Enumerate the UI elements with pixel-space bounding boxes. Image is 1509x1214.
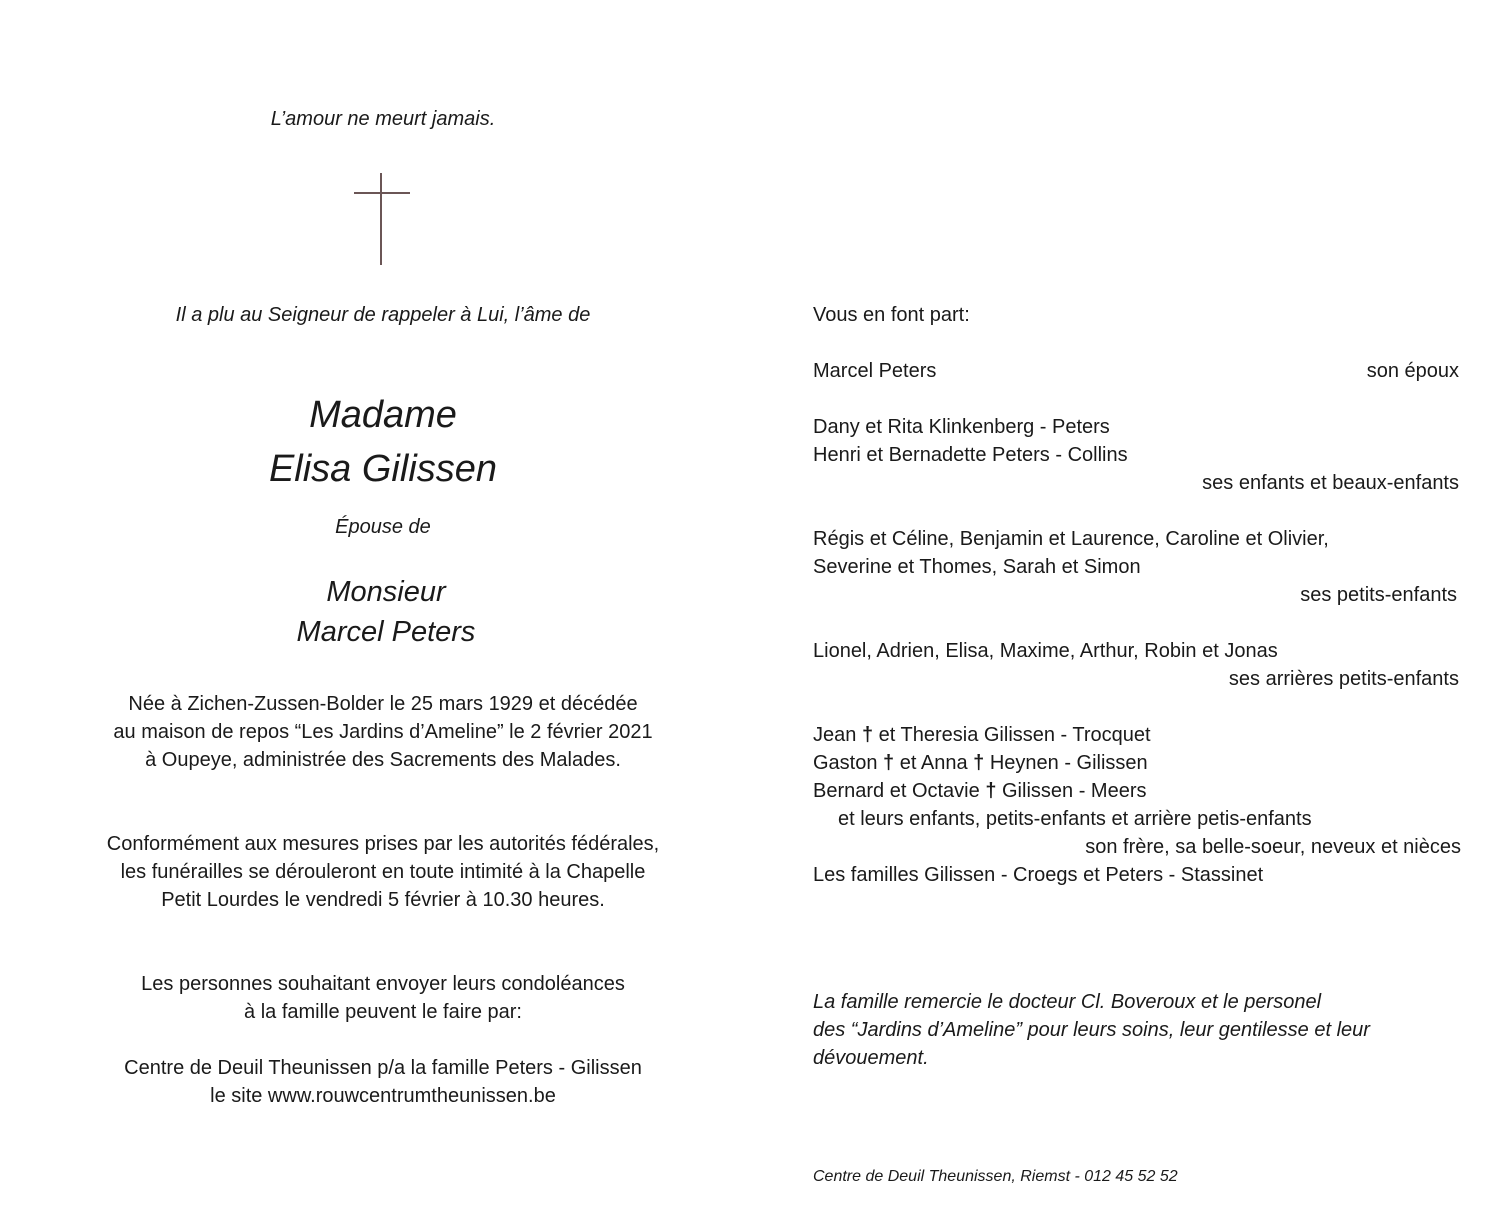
funeral-line: Petit Lourdes le vendredi 5 février à 10.30 heures. [161, 889, 605, 911]
condolence-line: à la famille peuvent le faire par: [244, 1001, 522, 1023]
funeral-details [0, 830, 766, 914]
right-panel [813, 0, 1463, 1214]
birth-line: à Oupeye, administrée des Sacrements des Malades. [145, 749, 621, 771]
spouse-intro: Épouse de [335, 516, 431, 538]
birth-line: au maison de repos “Les Jardins d’Ameline” le 2 février 2021 [113, 721, 653, 743]
condolence-line: Les personnes souhaitant envoyer leurs condoléances [141, 973, 625, 995]
thanks-line: La famille remercie le docteur Cl. Boveroux et le personel [813, 991, 1322, 1013]
cross-icon [354, 173, 410, 265]
funeral-line: les funérailles se dérouleront en toute intimité à la Chapelle [120, 861, 646, 883]
centre-line: Centre de Deuil Theunissen p/a la famille Peters - Gilissen [124, 1057, 642, 1079]
condolence-info [0, 970, 766, 1026]
husband-name: Marcel Peters [813, 360, 937, 382]
grandchildren-role: ses petits-enfants [1300, 584, 1457, 606]
sibling-name: et Theresia Gilissen - Trocquet [878, 724, 1151, 746]
sibling-name: Bernard et Octavie [813, 780, 980, 802]
dagger-icon: † [973, 752, 985, 774]
family-heading: Vous en font part: [813, 304, 970, 326]
spouse-name: Marcel Peters [296, 616, 476, 648]
great-grandchildren-line: Lionel, Adrien, Elisa, Maxime, Arthur, Robin et Jonas [813, 640, 1278, 662]
thanks-line: des “Jardins d’Ameline” pour leurs soins, leur gentilesse et leur [813, 1019, 1370, 1041]
spouse-name-block [0, 572, 772, 652]
deceased-title: Madame [309, 394, 457, 436]
great-grandchildren-role: ses arrières petits-enfants [1228, 668, 1459, 690]
child-line: Henri et Bernadette Peters - Collins [813, 444, 1128, 466]
sibling-descendants-line: et leurs enfants, petits-enfants et arrière petis-enfants [838, 808, 1312, 830]
sibling-name: et Anna [899, 752, 968, 774]
families-line: Les familles Gilissen - Croegs et Peters - Stassinet [813, 864, 1264, 886]
dagger-icon: † [985, 780, 997, 802]
sibling-name: Jean [813, 724, 857, 746]
birth-line: Née à Zichen-Zussen-Bolder le 25 mars 1929 et décédée [128, 693, 638, 715]
spouse-title: Monsieur [326, 576, 446, 608]
thanks-line: dévouement. [813, 1047, 929, 1069]
announcement-intro: Il a plu au Seigneur de rappeler à Lui, l’âme de [175, 304, 591, 326]
husband-role: son époux [1366, 360, 1459, 382]
grandchild-line: Régis et Céline, Benjamin et Laurence, Caroline et Olivier, [813, 528, 1329, 550]
birth-death-details [0, 690, 766, 774]
sibling-line [813, 780, 1146, 803]
dagger-icon: † [883, 752, 895, 774]
funeral-centre-contact [0, 1054, 766, 1110]
sibling-line [813, 752, 1148, 775]
deceased-name-block [0, 388, 766, 496]
sibling-name: Heynen - Gilissen [989, 752, 1148, 774]
motto: L’amour ne meurt jamais. [270, 108, 496, 130]
grandchild-line: Severine et Thomes, Sarah et Simon [813, 556, 1141, 578]
footer-contact: Centre de Deuil Theunissen, Riemst - 012 45 52 52 [813, 1168, 1178, 1185]
dagger-icon: † [861, 724, 874, 746]
sibling-name: Gaston [813, 752, 878, 774]
children-role: ses enfants et beaux-enfants [1202, 472, 1459, 494]
thanks-message [813, 988, 1370, 1072]
child-line: Dany et Rita Klinkenberg - Peters [813, 416, 1110, 438]
sibling-name: Gilissen - Meers [1002, 780, 1147, 802]
funeral-line: Conformément aux mesures prises par les autorités fédérales, [106, 833, 660, 855]
centre-website[interactable]: le site www.rouwcentrumtheunissen.be [210, 1085, 556, 1107]
sibling-line [813, 724, 1151, 747]
deceased-name: Elisa Gilissen [268, 448, 498, 490]
siblings-role: son frère, sa belle-soeur, neveux et nièces [1085, 836, 1461, 858]
